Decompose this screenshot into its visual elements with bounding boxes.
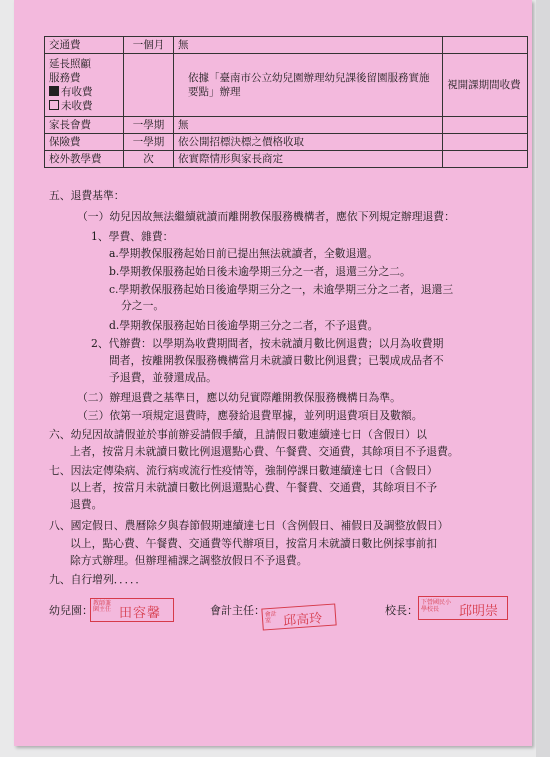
fee-basis: 依實際情形與家長商定: [173, 151, 442, 168]
fee-period: 一學期: [124, 134, 174, 151]
fee-item: 校外教學費: [45, 151, 124, 168]
section-6-cont: 上者，按當月未就讀日數比例退還點心費、午餐費、交通費，其餘項目不予退費。: [70, 445, 459, 458]
fee-note: [443, 134, 528, 151]
checkbox-checked-icon: [49, 86, 59, 96]
clause-5-1: （一）幼兒因故無法繼續就讀而離開教保服務機構者，應依下列規定辦理退費：: [77, 210, 455, 223]
option-charged: 有收費: [49, 85, 119, 99]
section-8-cont: 除方式辦理。但辦理補課之調整放假日不予退費。: [70, 554, 308, 567]
table-row: [45, 117, 528, 134]
stamp-name: 田容馨: [119, 606, 162, 621]
fee-note: [443, 117, 528, 134]
section-7-cont: 以上者，按當月未就讀日數比例退還點心費、午餐費、交通費，其餘項目不予: [70, 481, 438, 494]
accounting-label: 會計主任：: [210, 604, 265, 617]
kindergarten-label: 幼兒園：: [49, 604, 93, 617]
fee-note: [443, 37, 528, 54]
rule-a: a.學期教保服務起始日前已提出無法就讀者，全數退還。: [109, 247, 378, 260]
fee-item: 家長會費: [45, 117, 124, 134]
fee-basis: 依公開招標決標之價格收取: [173, 134, 442, 151]
fee-period: 次: [124, 151, 174, 168]
fee-basis: 依據「臺南市公立幼兒園辦理幼兒課後留園服務實施要點」辦理: [173, 54, 442, 117]
clause-5-1-2: 2、代辦費：以學期為收費期間者，按未就讀月數比例退費；以月為收費期: [91, 337, 444, 350]
clause-5-1-2-cont: 間者，按離開教保服務機構當月未就讀日數比例退費；已製成成品者不: [109, 354, 444, 367]
fee-item-line: 延長照顧: [49, 58, 91, 70]
fee-period: 一個月: [124, 37, 174, 54]
fee-table: [44, 36, 528, 168]
clause-5-1-1: 1、學費、雜費：: [91, 230, 174, 243]
clause-5-2: （二）辦理退費之基準日，應以幼兒實際離開教保服務機構日為準。: [77, 391, 401, 404]
option-free: 未收費: [49, 99, 119, 113]
fee-item-line: 服務費: [49, 72, 81, 84]
rule-c-cont: 分之一。: [121, 299, 165, 312]
stamp-title: 會計室: [264, 610, 277, 625]
stamp-name: 邱明崇: [459, 604, 499, 619]
fee-basis: 無: [173, 37, 442, 54]
fee-item: [45, 54, 124, 117]
table-row: [45, 134, 528, 151]
section-5-heading: 五、退費基準：: [49, 189, 125, 202]
table-row: [45, 37, 528, 54]
stamp-title: 教師兼園主任: [93, 600, 112, 613]
rule-c: c.學期教保服務起始日後逾學期三分之一，未逾學期三分之二者，退還三: [109, 283, 454, 296]
fee-item: 保險費: [45, 134, 124, 151]
fee-basis: 無: [173, 117, 442, 134]
section-8: 八、國定假日、農曆除夕與春節假期連續達七日（含例假日、補假日及調整放假日）: [49, 519, 449, 532]
fee-note: 視開課期間收費: [443, 54, 528, 117]
rule-d: d.學期教保服務起始日後逾學期三分之二者，不予退費。: [109, 319, 379, 332]
scan-edge: [536, 0, 550, 757]
stamp-name: 邱高玲: [282, 611, 323, 630]
section-8-cont: 以上，點心費、午餐費、交通費等代辦項目，按當月未就讀日數比例採事前扣: [70, 537, 438, 550]
section-7: 七、因法定傳染病、流行病或流行性疫情等，強制停課日數連續達七日（含假日）: [49, 464, 438, 477]
table-row: [45, 54, 528, 117]
fee-item: 交通費: [45, 37, 124, 54]
checkbox-empty-icon: [49, 100, 59, 110]
section-6: 六、幼兒因故請假並於事前辦妥請假手續，且請假日數連續達七日（含假日）以: [49, 428, 427, 441]
section-7-cont: 退費。: [70, 498, 103, 511]
section-9: 九、自行增列．．．．．: [49, 573, 147, 586]
fee-period: 一學期: [124, 117, 174, 134]
principal-label: 校長：: [385, 604, 418, 617]
table-row: [45, 151, 528, 168]
fee-note: [443, 151, 528, 168]
rule-b: b.學期教保服務起始日後未逾學期三分之一者，退還三分之二。: [109, 265, 411, 278]
kindergarten-director-stamp: [90, 598, 174, 622]
fee-period: [124, 54, 174, 117]
stamp-title: 下營國民小學校長: [421, 599, 452, 613]
principal-stamp: [418, 596, 508, 620]
clause-5-1-2-cont: 予退費，並發還成品。: [109, 371, 217, 384]
clause-5-3: （三）依第一項規定退費時，應發給退費單據，並列明退費項目及數額。: [77, 409, 423, 422]
